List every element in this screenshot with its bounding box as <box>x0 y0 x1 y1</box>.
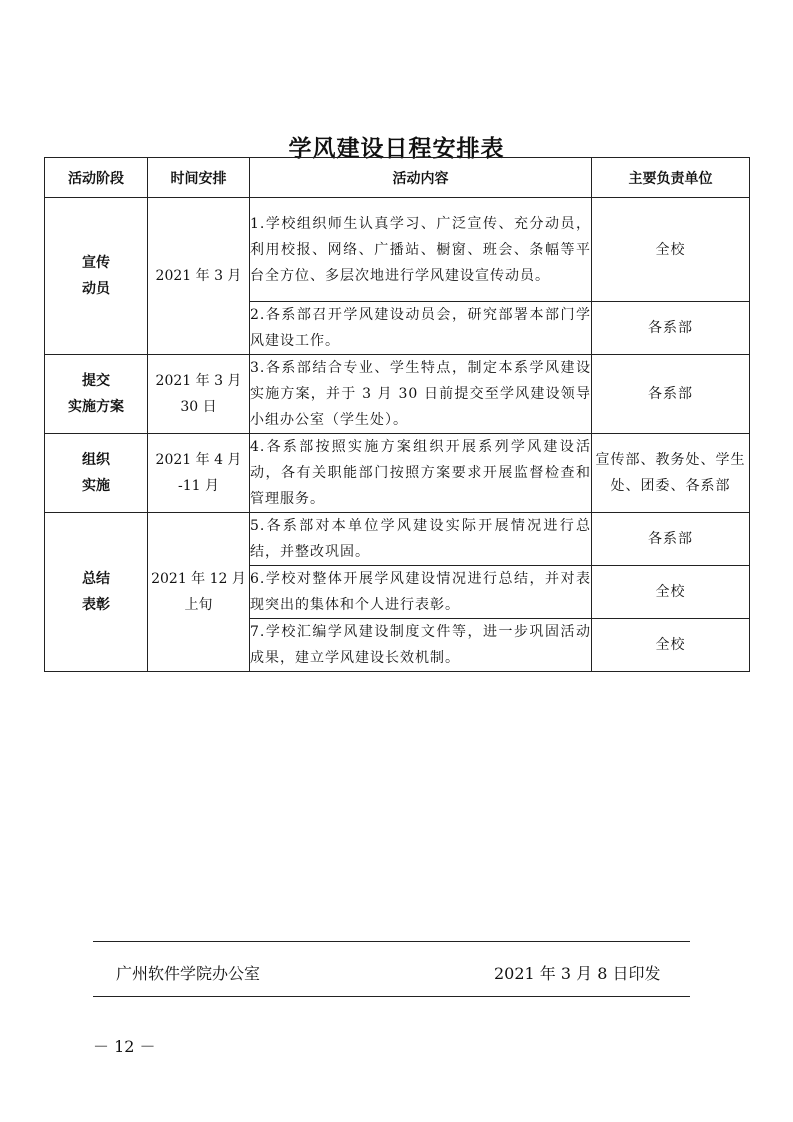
unit-cell: 各系部 <box>592 302 750 355</box>
time-line1: 2021 年 3 月 <box>155 373 242 389</box>
stage-name-line2: 动员 <box>82 281 110 297</box>
content-cell: 4.各系部按照实施方案组织开展系列学风建设活动，各有关职能部门按照方案要求开展监督检查和管理服务。 <box>250 434 592 513</box>
table-row <box>45 434 750 513</box>
page-number: － 12 － <box>93 1037 156 1056</box>
content-cell: 6.学校对整体开展学风建设情况进行总结，并对表现突出的集体和个人进行表彰。 <box>250 566 592 619</box>
time-cell <box>148 513 250 672</box>
unit-cell: 各系部 <box>592 513 750 566</box>
table-header-row <box>45 158 750 198</box>
unit-cell: 宣传部、教务处、学生处、团委、各系部 <box>592 434 750 513</box>
header-time: 时间安排 <box>148 158 250 198</box>
stage-cell <box>45 434 148 513</box>
time-line2: -11 月 <box>178 478 219 494</box>
time-line2: 30 日 <box>180 399 217 415</box>
content-cell: 7.学校汇编学风建设制度文件等，进一步巩固活动成果，建立学风建设长效机制。 <box>250 619 592 672</box>
header-content: 活动内容 <box>250 158 592 198</box>
time-cell <box>148 434 250 513</box>
document-title: 学风建设日程安排表 <box>288 135 505 162</box>
content-cell: 3.各系部结合专业、学生特点，制定本系学风建设实施方案，并于 3 月 30 日前提交至学风建设领导小组办公室（学生处）。 <box>250 355 592 434</box>
stage-name-line2: 实施方案 <box>68 399 124 415</box>
content-cell: 2.各系部召开学风建设动员会，研究部署本部门学风建设工作。 <box>250 302 592 355</box>
table-row <box>45 513 750 566</box>
time-line1: 2021 年 4 月 <box>155 452 242 468</box>
stage-name-line1: 组织 <box>82 452 110 468</box>
stage-name-line2: 表彰 <box>82 597 110 613</box>
footer-bottom-rule <box>93 996 690 997</box>
time-cell <box>148 355 250 434</box>
time-line1: 2021 年 12 月 <box>151 571 246 587</box>
time-line2: 上旬 <box>184 597 213 613</box>
stage-cell <box>45 355 148 434</box>
issuing-office: 广州软件学院办公室 <box>116 964 261 983</box>
time-cell <box>148 198 250 355</box>
stage-name-line1: 宣传 <box>82 255 110 271</box>
header-unit: 主要负责单位 <box>592 158 750 198</box>
content-cell: 5.各系部对本单位学风建设实际开展情况进行总结，并整改巩固。 <box>250 513 592 566</box>
time-line1: 2021 年 3 月 <box>155 268 242 284</box>
stage-name-line1: 总结 <box>82 571 110 587</box>
table-row <box>45 355 750 434</box>
unit-cell: 全校 <box>592 566 750 619</box>
unit-cell: 全校 <box>592 619 750 672</box>
header-stage: 活动阶段 <box>45 158 148 198</box>
stage-cell <box>45 198 148 355</box>
issue-date: 2021 年 3 月 8 日印发 <box>494 964 661 983</box>
content-cell: 1.学校组织师生认真学习、广泛宣传、充分动员，利用校报、网络、广播站、橱窗、班会、条幅等平台全方位、多层次地进行学风建设宣传动员。 <box>250 198 592 302</box>
schedule-table <box>44 157 750 672</box>
stage-name-line1: 提交 <box>82 373 110 389</box>
stage-name-line2: 实施 <box>82 478 110 494</box>
unit-cell: 各系部 <box>592 355 750 434</box>
unit-cell: 全校 <box>592 198 750 302</box>
stage-cell <box>45 513 148 672</box>
table-row <box>45 198 750 302</box>
footer-top-rule <box>93 941 690 942</box>
